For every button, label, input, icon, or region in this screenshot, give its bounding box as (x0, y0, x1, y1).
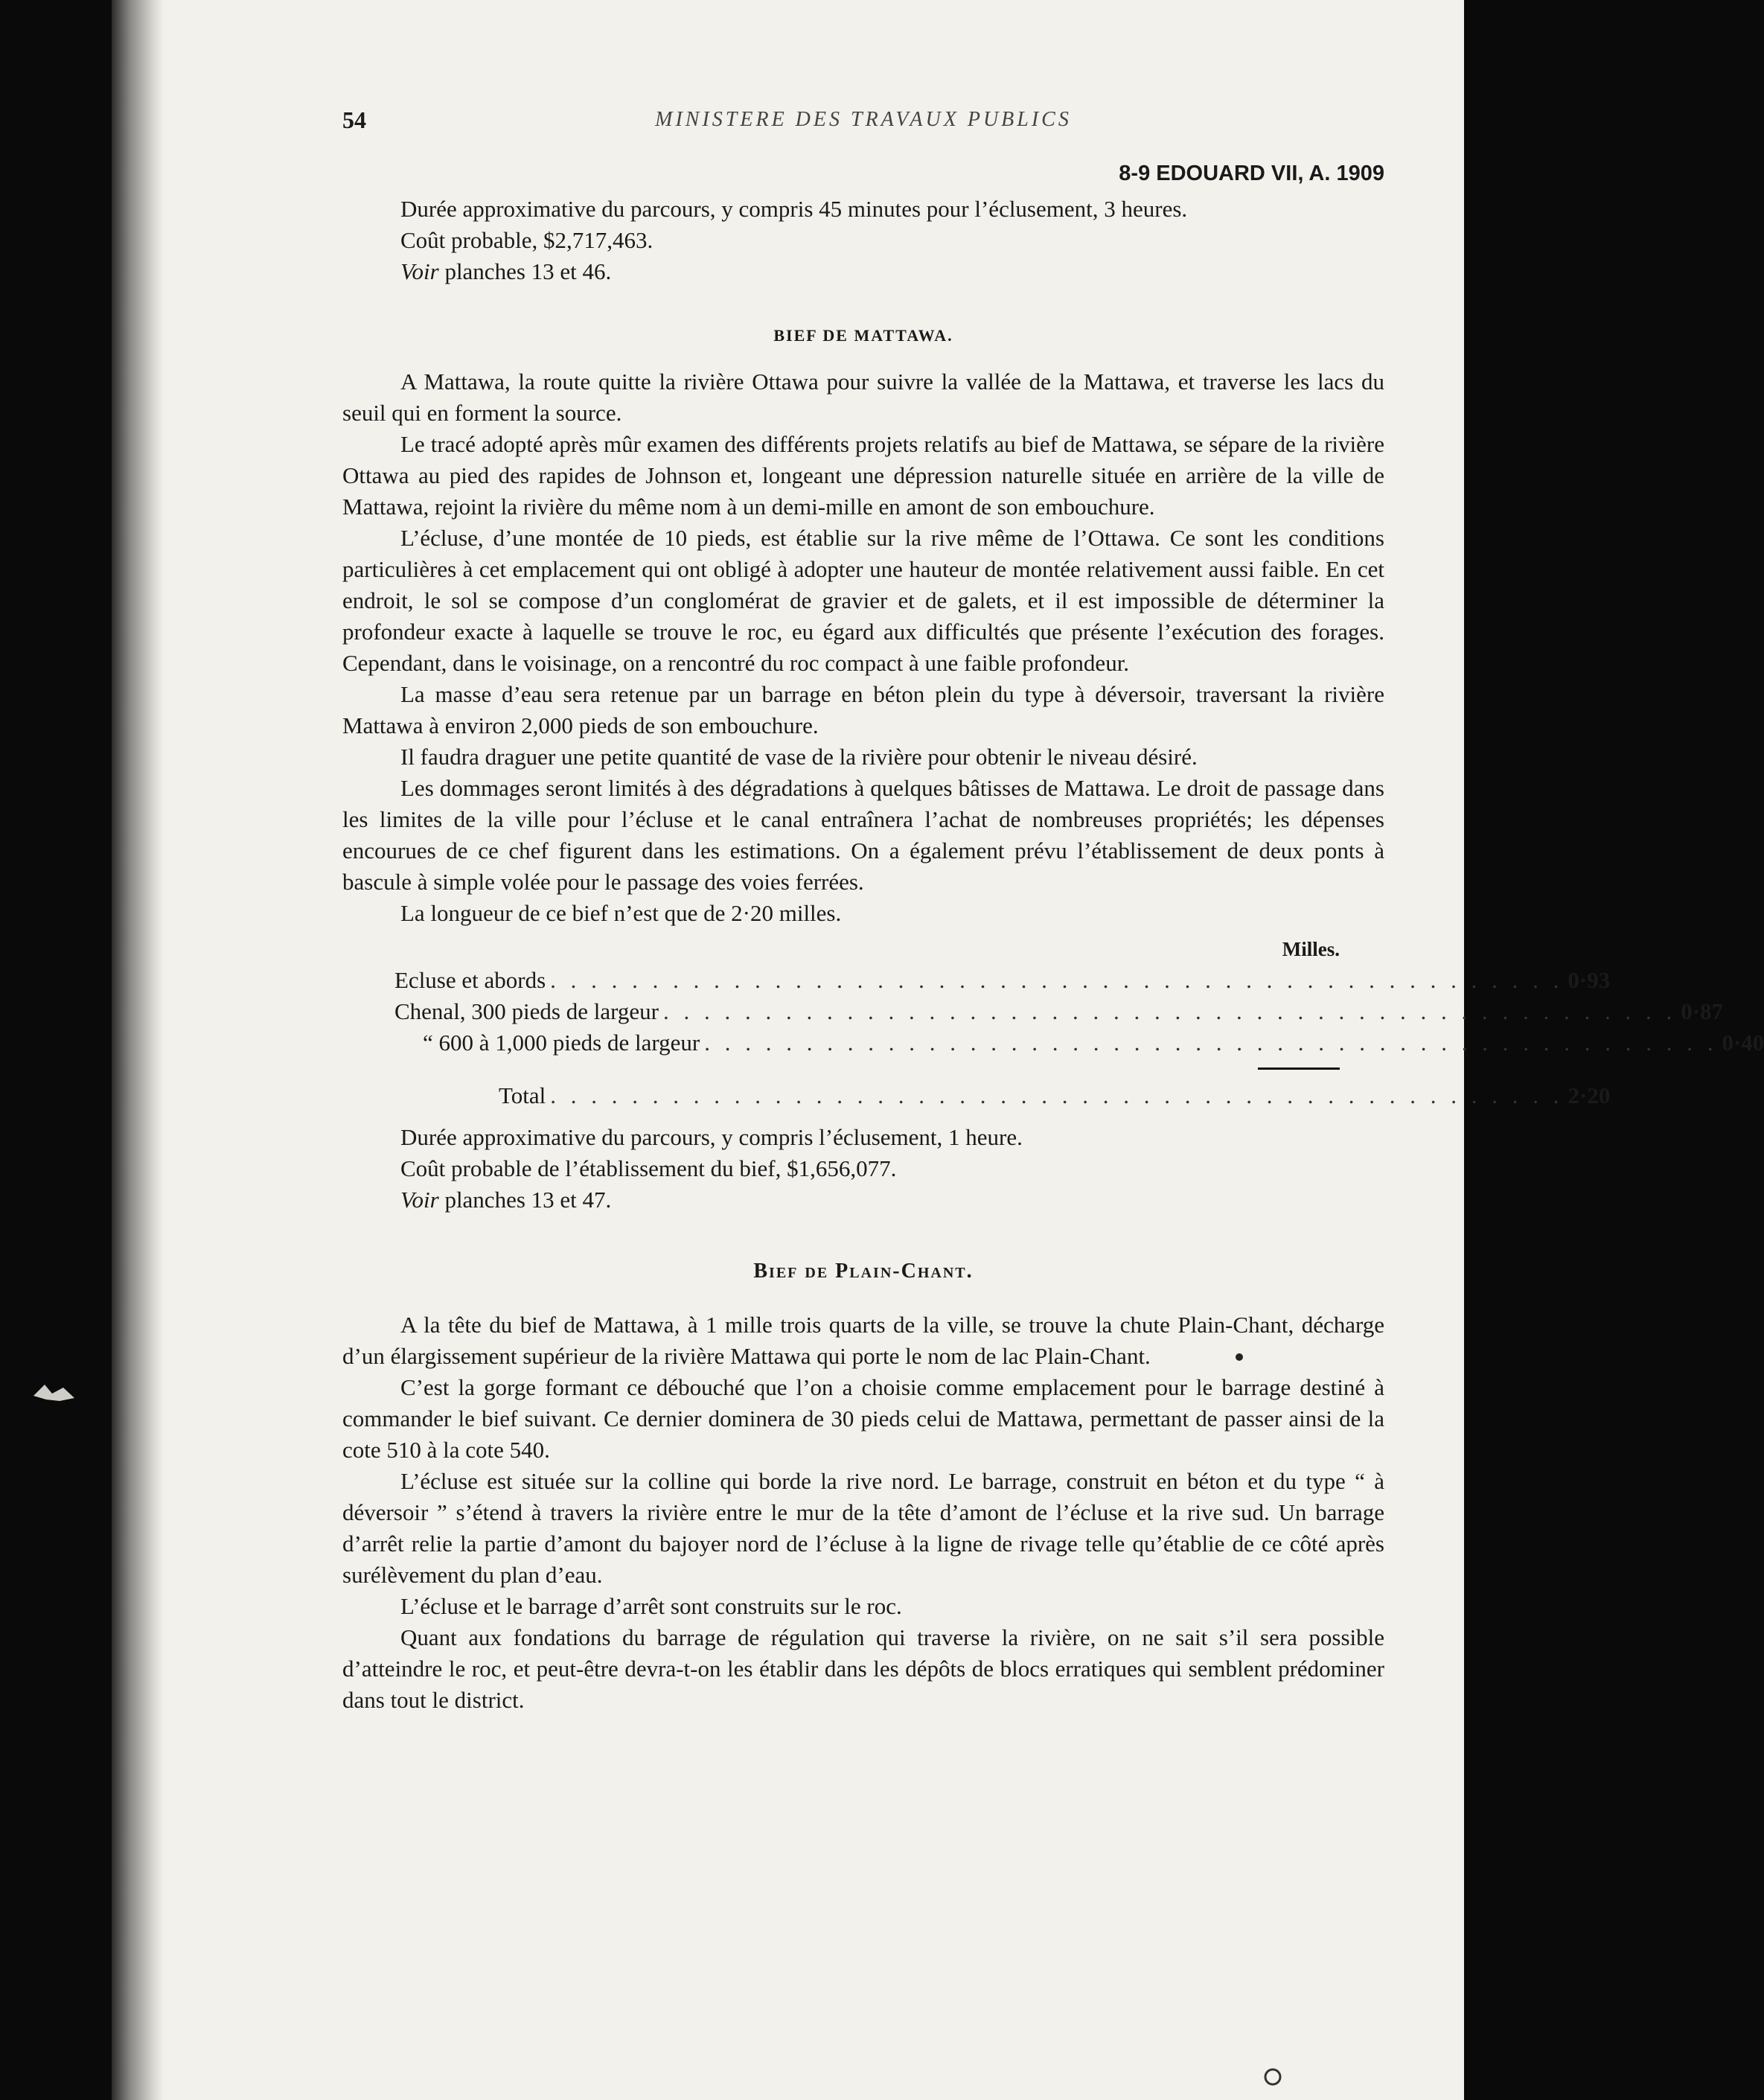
body-paragraph: La masse d’eau sera retenue par un barrage en béton plein du type à déversoir, traversant la rivière Mattawa à environ 2,000 pieds de son embouchure. (342, 681, 1384, 738)
leader-dots: . . . . . . . . . . . . . . . . . . . . . . . . . . . . . . . . . . . . . . . . . . . . . . . . . . (662, 998, 1677, 1024)
scan-speck-mark (1258, 2062, 1288, 2092)
row-value: 0·87 (1681, 998, 1724, 1024)
page-number: 54 (342, 106, 366, 133)
row-value: 0·93 (1568, 967, 1611, 993)
session-reference: 8-9 EDOUARD VII, A. 1909 (1119, 162, 1384, 185)
see-italic: Voir (400, 1187, 439, 1213)
row-value: 0·40 (1722, 1030, 1764, 1056)
table-row (394, 1027, 1764, 1059)
see-italic: Voir (400, 258, 439, 284)
table-unit-header: Milles. (1282, 938, 1340, 960)
body-paragraph: La longueur de ce bief n’est que de 2·20 milles. (400, 900, 842, 926)
plates-reference (342, 256, 1384, 287)
row-label: Chenal, 300 pieds de largeur (394, 998, 659, 1024)
body-paragraph: A Mattawa, la route quitte la rivière Ottawa pour suivre la vallée de la Mattawa, et traverse les lacs du seuil qui en forment la source. (342, 368, 1384, 426)
table-row (394, 996, 1724, 1027)
body-paragraph: A la tête du bief de Mattawa, à 1 mille trois quarts de la ville, se trouve la chute Plain-Chant, décharge d’un élargissement supérieur de la rivière Mattawa qui porte le nom de lac Plain-Chant. (342, 1312, 1384, 1369)
plates-reference (342, 1184, 1384, 1216)
section-heading-mattawa: BIEF DE MATTAWA. (773, 326, 953, 345)
page-binding-shadow (112, 0, 164, 2100)
plates-text: planches 13 et 47. (438, 1187, 612, 1213)
body-paragraph: L’écluse est située sur la colline qui borde la rive nord. Le barrage, construit en béton et du type “ à déversoir ” s’étend à travers la rivière entre le mur de la tête d’amont de l’écluse et la rive sud. Un barrage d’arrêt relie la partie d’amont du bajoyer nord de l’écluse à la ligne de rivage telle qu’établie de ce côté après surélèvement du plan d’eau. (342, 1468, 1384, 1588)
running-head: MINISTERE DES TRAVAUX PUBLICS (655, 108, 1072, 131)
leader-dots: . . . . . . . . . . . . . . . . . . . . . . . . . . . . . . . . . . . . . . . . . . . . . . . . . . (704, 1030, 1718, 1056)
total-value: 2·20 (1568, 1082, 1611, 1108)
body-paragraph: L’écluse, d’une montée de 10 pieds, est établie sur la rive même de l’Ottawa. Ce sont les conditions particulières à cet emplacement qui ont obligé à adopter une hauteur de montée relativement aussi faible. En cet endroit, le sol se compose d’un conglomérat de gravier et de galets, et il est impossible de déterminer la profondeur exacte à laquelle se trouve le roc, eu égard aux difficultés que présente l’exécution des forages. Cependant, dans le voisinage, on a rencontré du roc compact à une faible profondeur. (342, 525, 1384, 676)
body-paragraph: Le tracé adopté après mûr examen des différents projets relatifs au bief de Mattawa, se sépare de la rivière Ottawa au pied des rapides de Johnson et, longeant une dépression naturelle située en arrière de la ville de Mattawa, rejoint la rivière du même nom à un demi-mille en amont de son embouchure. (342, 431, 1384, 520)
duration-paragraph: Durée approximative du parcours, y compris 45 minutes pour l’éclusement, 3 heures. (400, 196, 1188, 222)
section-heading-plain-chant: Bief de Plain-Chant. (753, 1260, 974, 1283)
body-paragraph: C’est la gorge formant ce débouché que l’on a choisie comme emplacement pour le barrage destiné à commander le bief suivant. Ce dernier dominera de 30 pieds celui de Mattawa, permettant de passer ainsi de la cote 510 à la cote 540. (342, 1374, 1384, 1463)
cost-paragraph: Coût probable, $2,717,463. (400, 227, 653, 253)
duration-paragraph: Durée approximative du parcours, y compris l’éclusement, 1 heure. (400, 1124, 1023, 1150)
leader-dots: . . . . . . . . . . . . . . . . . . . . . . . . . . . . . . . . . . . . . . . . . . . . . . . . . . (550, 1082, 1564, 1108)
cost-paragraph: Coût probable de l’établissement du bief, $1,656,077. (400, 1155, 897, 1181)
page-header (342, 104, 1384, 141)
body-paragraph: Les dommages seront limités à des dégradations à quelques bâtisses de Mattawa. Le droit de passage dans les limites de la ville pour l’écluse et le canal entraînera l’achat de nombreuses propriétés; les dépenses encourues de ce chef figurent dans les estimations. On a également prévu l’établissement de deux ponts à bascule à simple volée pour le passage des voies ferrées. (342, 775, 1384, 895)
document-body (342, 104, 1764, 1716)
body-paragraph: Quant aux fondations du barrage de régulation qui traverse la rivière, on ne sait s’il sera possible d’atteindre le roc, et peut-être devra-t-on les établir dans les dépôts de blocs erratiques qui semblent prédominer dans tout le district. (342, 1624, 1384, 1713)
total-rule (1258, 1067, 1340, 1070)
scan-speck-mark (30, 1377, 82, 1407)
leader-dots: . . . . . . . . . . . . . . . . . . . . . . . . . . . . . . . . . . . . . . . . . . . . . . . . . . (550, 967, 1564, 993)
total-label: Total (499, 1082, 546, 1108)
table-row (394, 965, 1611, 996)
body-paragraph: L’écluse et le barrage d’arrêt sont construits sur le roc. (400, 1593, 902, 1619)
length-table (394, 933, 1764, 1111)
plates-text: planches 13 et 46. (438, 258, 612, 284)
body-paragraph: Il faudra draguer une petite quantité de vase de la rivière pour obtenir le niveau désiré. (400, 744, 1198, 770)
table-total-row (394, 1080, 1611, 1111)
row-label: “ 600 à 1,000 pieds de largeur (423, 1030, 700, 1056)
row-label: Ecluse et abords (394, 967, 546, 993)
